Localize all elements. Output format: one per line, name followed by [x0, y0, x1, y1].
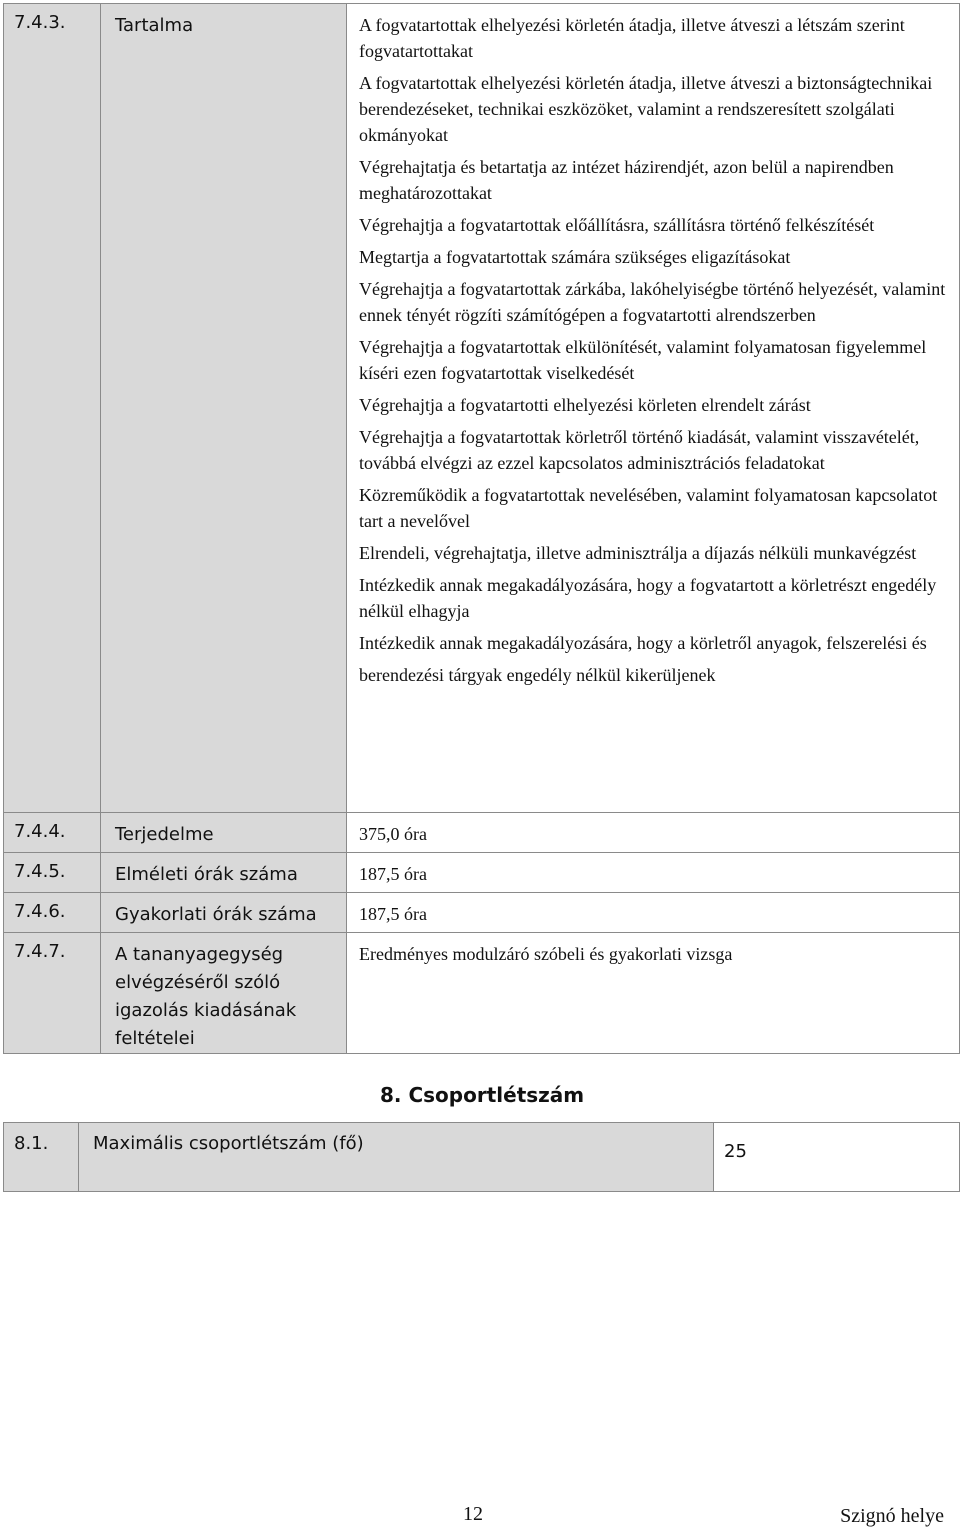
row-label: Tartalma: [101, 4, 347, 813]
row-number: 7.4.7.: [4, 933, 101, 1054]
content-item: Elrendeli, végrehajtatja, illetve adminisztrálja a díjazás nélküli munkavégzést: [359, 543, 917, 563]
row-label: Terjedelme: [101, 813, 347, 853]
content-item: Végrehajtatja és betartatja az intézet házirendjét, azon belül a napirendben meghatározottakat: [359, 157, 894, 203]
row-label: Maximális csoportlétszám (fő): [79, 1123, 714, 1192]
module-details-table: [3, 3, 960, 1054]
content-item: Végrehajtja a fogvatartottak előállításra, szállításra történő felkészítését: [359, 215, 875, 235]
row-label: Elméleti órák száma: [101, 853, 347, 893]
row-value: 187,5 óra: [347, 853, 960, 893]
table-row: [4, 893, 960, 933]
content-item: A fogvatartottak elhelyezési körletén átadja, illetve átveszi a létszám szerint fogvatartottakat: [359, 15, 905, 61]
content-item: berendezési tárgyak engedély nélkül kikerüljenek: [359, 665, 716, 685]
content-item: Végrehajtja a fogvatartotti elhelyezési körleten elrendelt zárást: [359, 395, 811, 415]
content-item: Végrehajtja a fogvatartottak körletről történő kiadását, valamint visszavételét, továbbá elvégzi az ezzel kapcsolatos adminisztrációs feladatokat: [359, 427, 920, 473]
row-label: Gyakorlati órák száma: [101, 893, 347, 933]
content-item: Megtartja a fogvatartottak számára szükséges eligazításokat: [359, 247, 791, 267]
row-label: A tananyagegység elvégzéséről szóló igazolás kiadásának feltételei: [101, 933, 347, 1054]
row-number: 7.4.3.: [4, 4, 101, 813]
page-number: 12: [463, 1503, 483, 1525]
table-row: [4, 813, 960, 853]
content-item: Végrehajtja a fogvatartottak elkülönítését, valamint folyamatosan figyelemmel kíséri ezen fogvatartottak viselkedését: [359, 337, 927, 383]
signature-label: Szignó helye: [840, 1505, 944, 1527]
row-value: 187,5 óra: [347, 893, 960, 933]
row-number: 7.4.6.: [4, 893, 101, 933]
table-row: [4, 933, 960, 1054]
row-number: 7.4.4.: [4, 813, 101, 853]
section-title: 8. Csoportlétszám: [380, 1083, 585, 1107]
content-item: Intézkedik annak megakadályozására, hogy a körletről anyagok, felszerelési és: [359, 633, 927, 653]
row-number: 8.1.: [4, 1123, 79, 1192]
row-value: 375,0 óra: [347, 813, 960, 853]
content-list: [347, 4, 960, 813]
table-row: [4, 853, 960, 893]
row-value: 25: [714, 1123, 960, 1192]
group-size-table: [3, 1122, 960, 1192]
content-row: [4, 4, 960, 813]
table-row: [4, 1123, 960, 1192]
content-item: A fogvatartottak elhelyezési körletén átadja, illetve átveszi a biztonságtechnikai berendezéseket, technikai eszközöket, valamint a rendszeresített szolgálati okmányokat: [359, 73, 933, 145]
row-value: Eredményes modulzáró szóbeli és gyakorlati vizsga: [347, 933, 960, 1054]
content-item: Végrehajtja a fogvatartottak zárkába, lakóhelyiségbe történő helyezését, valamint ennek tényét rögzíti számítógépen a fogvatartotti alrendszerben: [359, 279, 946, 325]
content-item: Közreműködik a fogvatartottak nevelésében, valamint folyamatosan kapcsolatot tart a nevelővel: [359, 485, 938, 531]
content-item: Intézkedik annak megakadályozására, hogy a fogvatartott a körletrészt engedély nélkül elhagyja: [359, 575, 937, 621]
row-number: 7.4.5.: [4, 853, 101, 893]
